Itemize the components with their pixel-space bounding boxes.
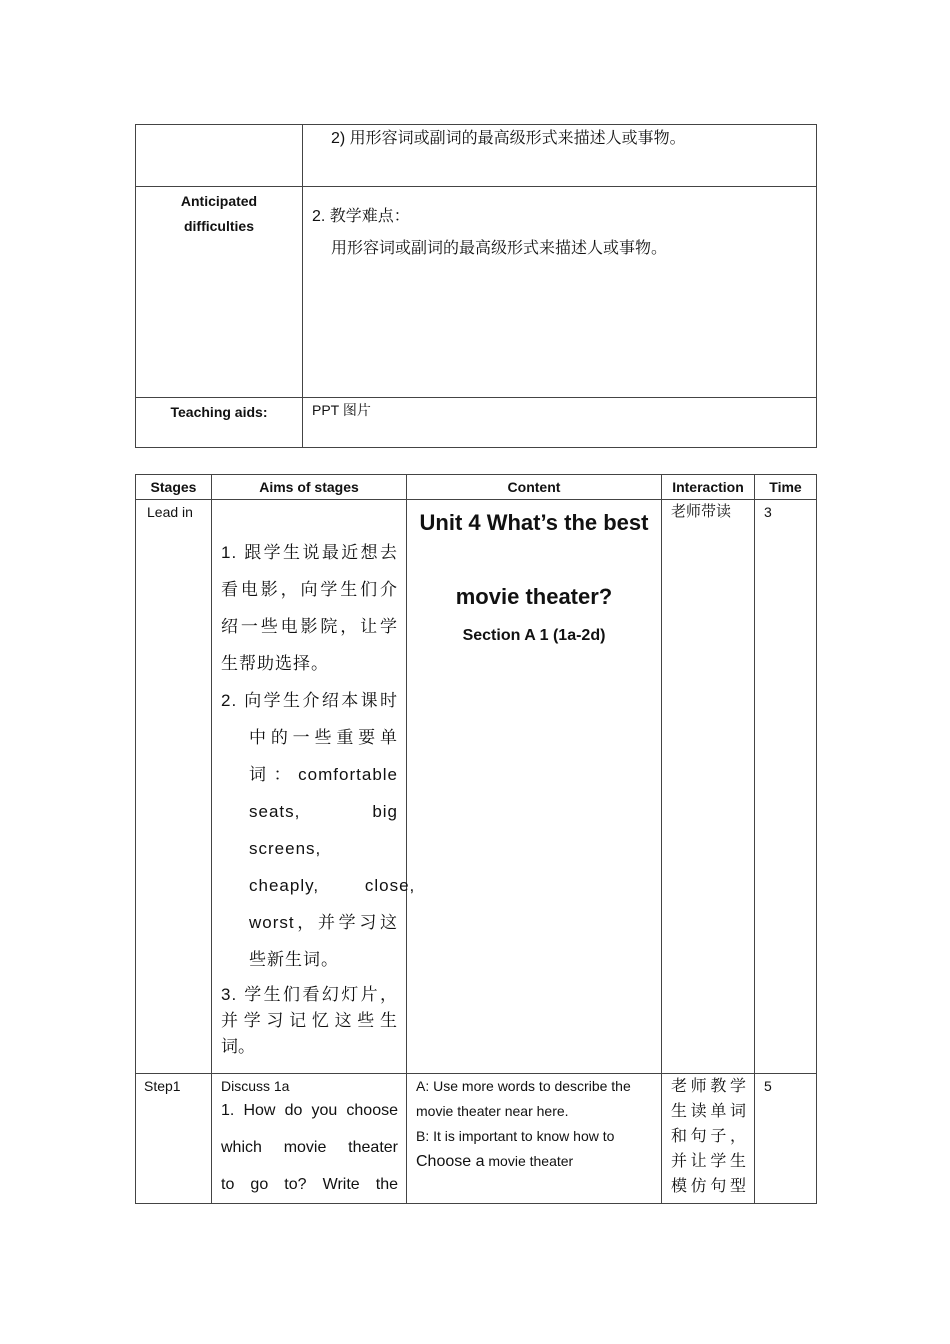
aims-p2-line6: worst，并学习这: [249, 913, 398, 932]
lead-in-aims: [212, 500, 416, 1074]
step1-content-b-choose: Choose a: [416, 1153, 485, 1170]
step1-content: [407, 1074, 662, 1204]
objective-row: [136, 125, 817, 187]
header-content: Content: [407, 475, 662, 500]
step1-aims-line1: 1. How do you choose: [221, 1102, 398, 1119]
difficulties-text-cell: [303, 187, 817, 398]
objective-text-cell: [303, 125, 817, 187]
step1-content-a-line1: A: Use more words to describe the: [416, 1078, 631, 1094]
step1-stage: Step1: [136, 1074, 212, 1204]
lead-in-time: 3: [755, 500, 817, 1074]
header-stages: Stages: [136, 475, 212, 500]
step1-row: [136, 1074, 817, 1204]
teaching-aids-label: Teaching aids:: [136, 398, 303, 448]
difficulties-label-line1: Anticipated: [180, 193, 258, 209]
difficulties-label-line2: difficulties: [183, 218, 254, 234]
unit-title-line1: Unit 4 What’s the best: [419, 510, 649, 535]
aims-p3-line2: 并学习记忆这些生: [221, 1011, 398, 1030]
aims-p3-line1: 3. 学生们看幻灯片，: [221, 985, 398, 1004]
unit-title-line2: movie theater?: [455, 584, 613, 609]
lesson-stages-table: [135, 474, 817, 1204]
step1-interaction-line3: 和句子，: [671, 1128, 748, 1145]
step1-time: 5: [755, 1074, 817, 1204]
step1-interaction-line5: 模仿句型: [671, 1178, 748, 1195]
step1-aims: [212, 1074, 407, 1204]
aims-p2-line4: seats, big screens,: [249, 802, 398, 858]
stages-header-row: [136, 475, 817, 500]
lead-in-stage: Lead in: [136, 500, 212, 1074]
aims-p1-line3: 绍一些电影院，让学: [221, 617, 398, 636]
lead-in-interaction: 老师带读: [662, 500, 755, 1074]
aims-p2-line3: 词 ： comfortable: [249, 765, 398, 784]
step1-interaction-line2: 生读单词: [671, 1103, 748, 1120]
step1-content-b-line2: [416, 1149, 661, 1174]
difficulties-heading: 2. 教学难点：: [312, 208, 410, 225]
aims-p2-line2: 中的一些重要单: [249, 728, 398, 747]
step1-content-a-line2: movie theater near here.: [416, 1103, 569, 1119]
aims-p2-line7: 些新生词。: [249, 950, 339, 969]
lead-in-row: [136, 500, 817, 1074]
step1-interaction: [662, 1074, 755, 1204]
aims-p1-line1: 1. 跟学生说最近想去: [221, 543, 398, 562]
lesson-info-table: [135, 124, 817, 448]
header-interaction: Interaction: [662, 475, 755, 500]
aims-p2-line5: cheaply, close,: [249, 876, 416, 895]
objective-text: 2) 用形容词或副词的最高级形式来描述人或事物。: [331, 130, 686, 147]
teaching-aids-text: PPT 图片: [303, 398, 817, 448]
step1-aims-line3: to go to? Write the: [221, 1176, 398, 1193]
difficulties-row: [136, 187, 817, 398]
step1-interaction-line4: 并让学生: [671, 1153, 748, 1170]
step1-aims-line2: which movie theater: [221, 1139, 398, 1156]
header-aims: Aims of stages: [212, 475, 407, 500]
difficulties-text: 用形容词或副词的最高级形式来描述人或事物。: [331, 240, 668, 257]
section-title: Section A 1 (1a-2d): [462, 627, 606, 644]
lead-in-content: [407, 500, 662, 1074]
step1-interaction-line1: 老师教学: [671, 1078, 748, 1095]
step1-aims-label: Discuss 1a: [221, 1078, 290, 1094]
difficulties-label-cell: [136, 187, 303, 398]
header-time: Time: [755, 475, 817, 500]
teaching-aids-row: [136, 398, 817, 448]
aims-p2-line1: 2. 向学生介绍本课时: [221, 691, 398, 710]
aims-p3-line3: 词。: [221, 1037, 255, 1056]
step1-content-b-line1: B: It is important to know how to: [416, 1128, 615, 1144]
step1-content-b-rest: movie theater: [484, 1153, 574, 1169]
aims-p1-line4: 生帮助选择。: [221, 654, 329, 673]
aims-p1-line2: 看电影，向学生们介: [221, 580, 398, 599]
objective-label-cell: [136, 125, 303, 187]
